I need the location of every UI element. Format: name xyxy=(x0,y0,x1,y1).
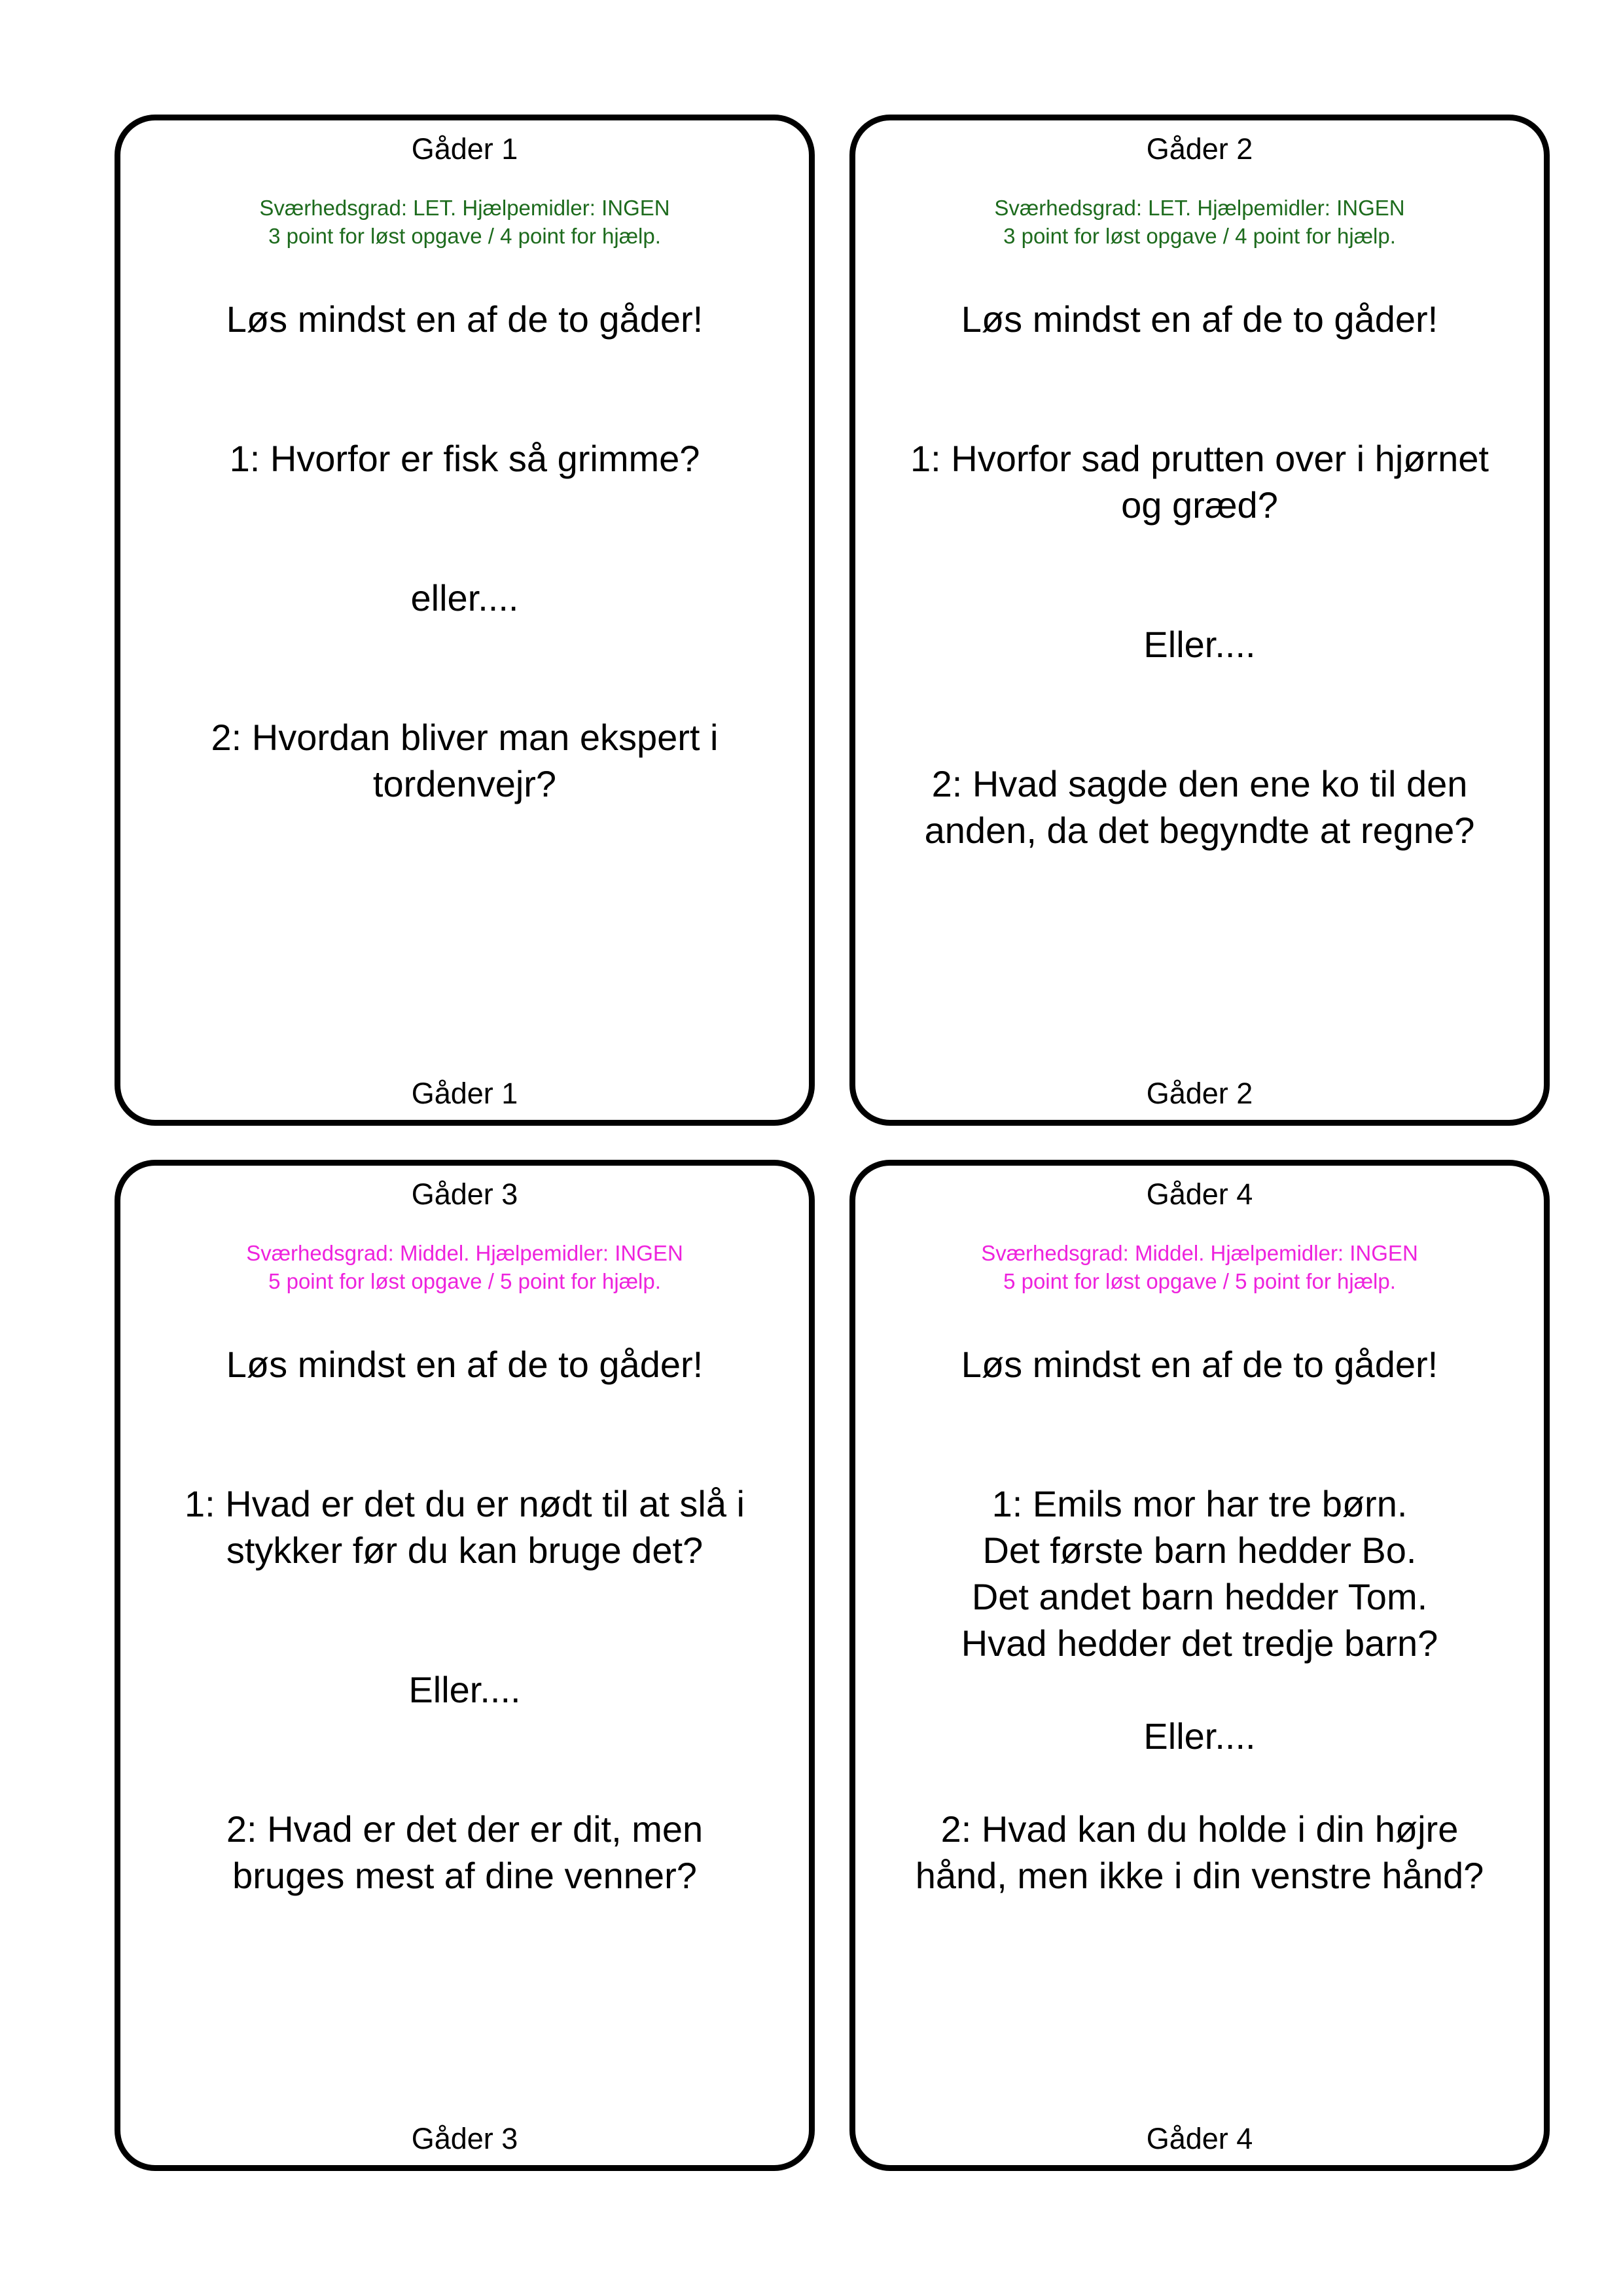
points-line: 5 point for løst opgave / 5 point for hjælp. xyxy=(268,1269,661,1293)
riddle-line: 2: Hvordan bliver man ekspert i xyxy=(211,717,719,758)
riddle-line: Eller.... xyxy=(1143,1715,1256,1757)
riddle-line: tordenvejr? xyxy=(372,763,557,804)
riddle-line: og græd? xyxy=(1121,484,1278,526)
riddle-line: 1: Hvorfor sad prutten over i hjørnet xyxy=(910,438,1489,479)
card-footer: Gåder 3 xyxy=(411,2122,518,2155)
riddle-line xyxy=(882,575,1518,621)
riddle-card-2 xyxy=(849,115,1550,1126)
riddle-line xyxy=(147,1620,783,1666)
riddle-line: Det første barn hedder Bo. xyxy=(982,1530,1417,1571)
riddle-line xyxy=(147,528,783,575)
riddle-line xyxy=(882,1666,1518,1713)
card-difficulty-info xyxy=(868,1239,1531,1295)
riddle-line: 1: Emils mor har tre børn. xyxy=(991,1483,1408,1524)
riddle-line xyxy=(147,1713,783,1759)
riddle-line: anden, da det begyndte at regne? xyxy=(924,810,1475,851)
riddle-line xyxy=(882,668,1518,714)
card-riddle-text xyxy=(882,296,1518,853)
card-difficulty-info xyxy=(134,194,796,250)
points-line: 3 point for løst opgave / 4 point for hjælp. xyxy=(268,224,661,248)
riddle-line: 2: Hvad sagde den ene ko til den xyxy=(931,763,1468,804)
riddle-line: Eller.... xyxy=(1143,624,1256,665)
riddle-line xyxy=(882,342,1518,389)
riddle-line xyxy=(882,1434,1518,1480)
riddle-line xyxy=(882,1759,1518,1806)
riddle-line xyxy=(147,1573,783,1620)
riddle-line: Løs mindst en af de to gåder! xyxy=(961,1344,1438,1385)
card-footer: Gåder 2 xyxy=(1146,1077,1253,1110)
card-title: Gåder 3 xyxy=(411,1177,518,1211)
card-footer: Gåder 1 xyxy=(411,1077,518,1110)
riddle-line xyxy=(147,1388,783,1434)
riddle-card-4 xyxy=(849,1160,1550,2171)
riddle-line: 1: Hvad er det du er nødt til at slå i xyxy=(185,1483,745,1524)
points-line: 3 point for løst opgave / 4 point for hjælp. xyxy=(1003,224,1396,248)
riddle-line: bruges mest af dine venner? xyxy=(232,1855,697,1896)
riddle-line: Løs mindst en af de to gåder! xyxy=(226,1344,704,1385)
riddle-line xyxy=(147,1434,783,1480)
riddle-line: Eller.... xyxy=(408,1669,521,1710)
riddle-line: hånd, men ikke i din venstre hånd? xyxy=(915,1855,1484,1896)
riddle-line: Det andet barn hedder Tom. xyxy=(971,1576,1428,1617)
riddle-line: Løs mindst en af de to gåder! xyxy=(961,298,1438,340)
riddle-line xyxy=(147,668,783,714)
riddle-line xyxy=(882,528,1518,575)
riddle-line: eller.... xyxy=(410,577,519,619)
riddle-line: Hvad hedder det tredje barn? xyxy=(961,1623,1438,1664)
difficulty-line: Sværhedsgrad: LET. Hjælpemidler: INGEN xyxy=(994,196,1405,220)
card-title: Gåder 2 xyxy=(1146,132,1253,166)
riddle-line: 2: Hvad kan du holde i din højre xyxy=(940,1808,1459,1850)
riddle-card-1 xyxy=(115,115,815,1126)
riddle-line: Løs mindst en af de to gåder! xyxy=(226,298,704,340)
riddle-line xyxy=(147,482,783,528)
card-difficulty-info xyxy=(134,1239,796,1295)
difficulty-line: Sværhedsgrad: Middel. Hjælpemidler: INGEN xyxy=(246,1241,683,1265)
card-difficulty-info xyxy=(868,194,1531,250)
riddle-line: 2: Hvad er det der er dit, men xyxy=(226,1808,704,1850)
riddle-line xyxy=(147,342,783,389)
riddle-line xyxy=(882,714,1518,761)
card-riddle-text xyxy=(882,1341,1518,1899)
riddle-line xyxy=(147,389,783,435)
card-riddle-text xyxy=(147,296,783,807)
riddle-line: stykker før du kan bruge det? xyxy=(226,1530,704,1571)
riddle-card-3 xyxy=(115,1160,815,2171)
card-riddle-text xyxy=(147,1341,783,1899)
riddle-line xyxy=(147,1759,783,1806)
riddle-line xyxy=(882,1388,1518,1434)
riddle-line xyxy=(882,389,1518,435)
difficulty-line: Sværhedsgrad: LET. Hjælpemidler: INGEN xyxy=(259,196,670,220)
points-line: 5 point for løst opgave / 5 point for hjælp. xyxy=(1003,1269,1396,1293)
difficulty-line: Sværhedsgrad: Middel. Hjælpemidler: INGEN xyxy=(981,1241,1418,1265)
riddle-line: 1: Hvorfor er fisk så grimme? xyxy=(229,438,700,479)
card-footer: Gåder 4 xyxy=(1146,2122,1253,2155)
riddle-line xyxy=(147,621,783,668)
card-title: Gåder 4 xyxy=(1146,1177,1253,1211)
card-title: Gåder 1 xyxy=(411,132,518,166)
